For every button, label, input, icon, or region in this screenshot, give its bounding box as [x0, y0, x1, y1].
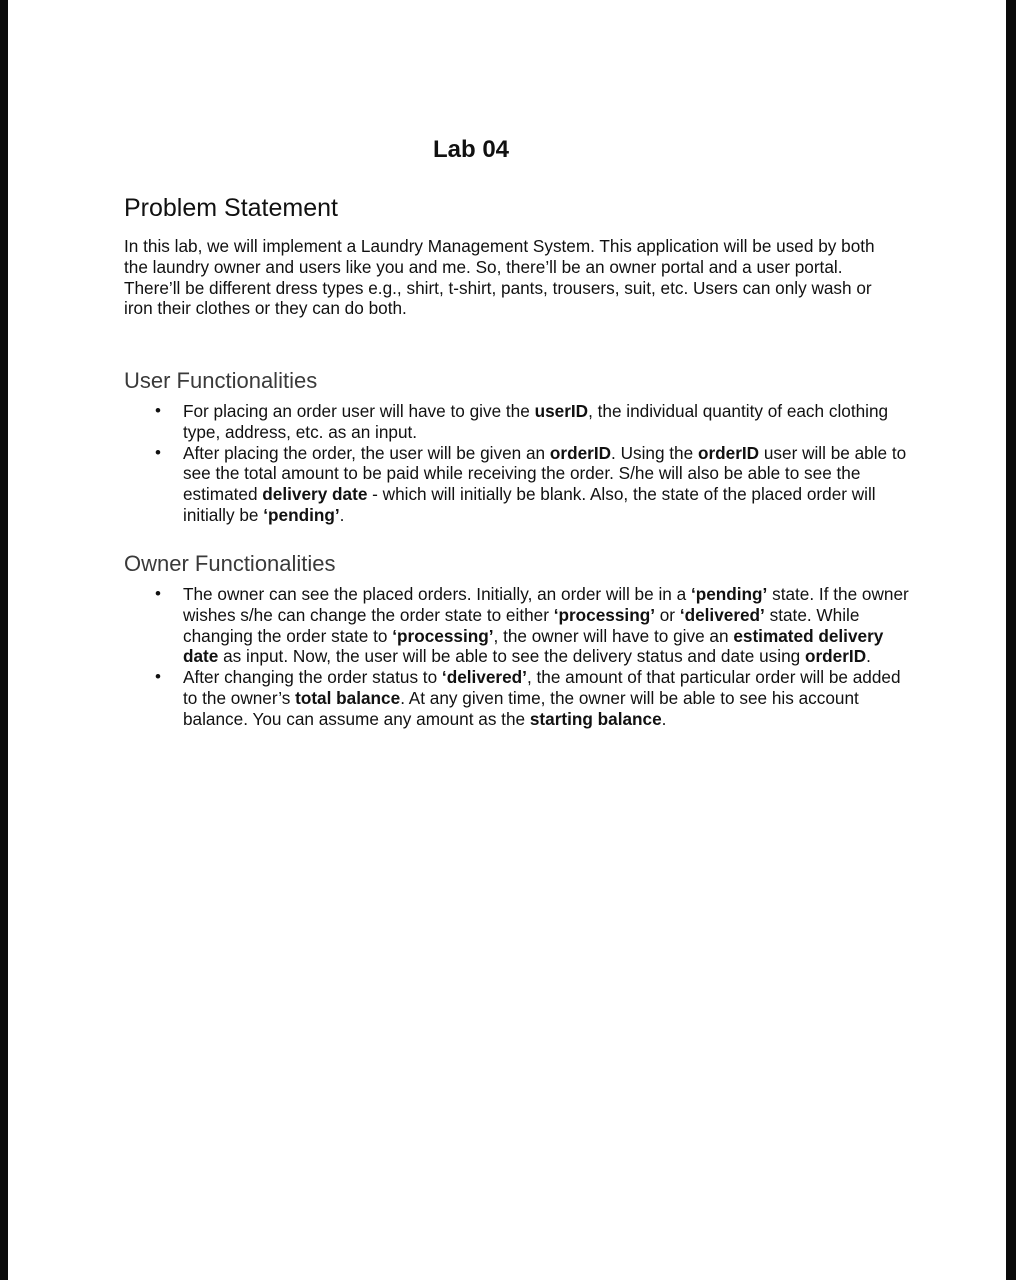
- list-item: • After changing the order status to ‘delivered’, the amount of that particular order will be added to the owner’s total balance. At any given time, the owner will be able to see his account balance. You can assume any amount as the starting balance.: [155, 667, 901, 729]
- keyword: orderID: [697, 442, 760, 463]
- keyword: ‘processing’: [392, 625, 494, 646]
- keyword: estimated delivery date: [183, 625, 884, 667]
- page-title: Lab 04: [432, 136, 510, 163]
- owner-functionalities-list: [124, 584, 914, 730]
- bullet-icon: •: [155, 584, 161, 603]
- list-item: • After placing the order, the user will be given an orderID. Using the orderID user will be able to see the total amount to be paid while receiving the order. S/he will also be able to see the estimated delivery date - which will initially be blank. Also, the state of the placed order will initially be ‘pending’.: [155, 442, 907, 525]
- document-page: [8, 0, 1006, 1280]
- list-item: • For placing an order user will have to give the userID, the individual quantity of each clothing type, address, etc. as an input.: [155, 401, 889, 442]
- keyword: total balance: [295, 687, 401, 708]
- user-functionalities-heading: User Functionalities: [124, 368, 318, 393]
- problem-statement-paragraph: In this lab, we will implement a Laundry Management System. This application will be used by both the laundry owner and users like you and me. So, there’ll be an owner portal and a user portal. There’ll be different dress types e.g., shirt, t-shirt, pants, trousers, suit, etc. Users can only wash or iron their clothes or they can do both.: [124, 236, 875, 319]
- bullet-icon: •: [155, 401, 161, 420]
- keyword: orderID: [549, 442, 612, 463]
- problem-statement-heading: Problem Statement: [124, 194, 338, 222]
- keyword: ‘delivered’: [441, 667, 527, 688]
- bullet-icon: •: [155, 667, 161, 687]
- keyword: orderID: [804, 646, 867, 667]
- keyword: ‘processing’: [553, 604, 655, 625]
- keyword: ‘delivered’: [679, 604, 765, 625]
- list-item: • The owner can see the placed orders. Initially, an order will be in a ‘pending’ state. If the owner wishes s/he can change the order state to either ‘processing’ or ‘delivered’ state. While changing the order state to ‘processing’, the owner will have to give an estimated delivery date as input. Now, the user will be able to see the delivery status and date using orderID.: [155, 584, 909, 667]
- keyword: ‘pending’: [263, 504, 340, 525]
- keyword: ‘pending’: [690, 584, 768, 604]
- owner-functionalities-heading: Owner Functionalities: [124, 551, 336, 576]
- bullet-icon: •: [155, 442, 161, 462]
- keyword: userID: [534, 401, 589, 421]
- keyword: starting balance: [529, 708, 662, 729]
- user-functionalities-list: [124, 401, 914, 526]
- keyword: delivery date: [262, 484, 368, 505]
